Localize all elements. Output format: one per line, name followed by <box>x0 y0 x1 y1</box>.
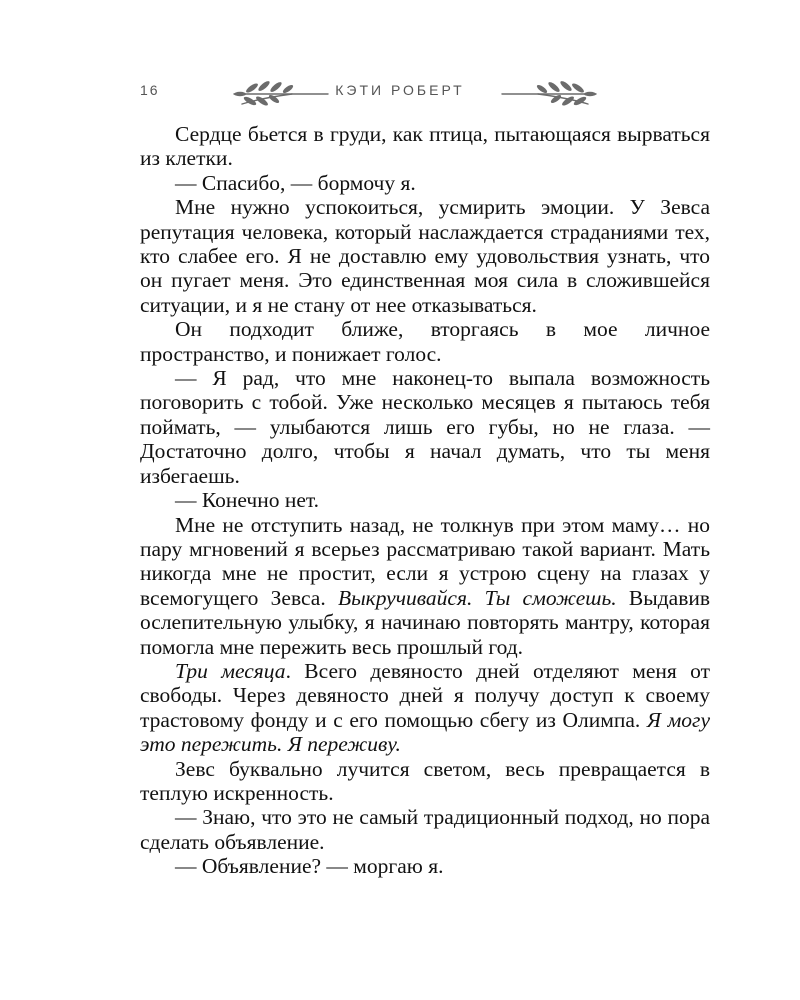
text-run: Выдавив ослепительную улыбку, я начинаю повторять мантру, которая помогла мне пережить весь прошлый год. <box>140 585 711 659</box>
text-run: — Конечно нет. <box>175 488 320 513</box>
paragraph <box>140 171 710 195</box>
paragraph <box>140 659 710 757</box>
text-run: — Я рад, что мне наконец-то выпала возможность поговорить с тобой. Уже несколько месяцев я пытаюсь тебя поймать, — улыбаются лишь его губы, но не глаза. — Достаточно долго, чтобы я начал думать, что ты меня избегаешь. <box>140 366 710 488</box>
paragraph <box>140 854 710 878</box>
olive-branch-icon <box>500 74 598 110</box>
text-run: . Всего девяносто дней отделяют меня от свободы. Через девяносто дней я получу доступ к своему трастовому фонду и с его помощью сбегу из Олимпа. <box>140 658 710 732</box>
paragraph <box>140 122 710 171</box>
text-run: Зевс буквально лучится светом, весь превращается в теплую искренность. <box>140 756 710 805</box>
paragraph <box>140 513 710 659</box>
italic-run: Три месяца <box>175 658 286 683</box>
text-run: — Спасибо, — бормочу я. <box>175 170 416 195</box>
page-number: 16 <box>140 82 160 98</box>
paragraph <box>140 757 710 806</box>
text-run: Мне нужно успокоиться, усмирить эмоции. У Зевса репутация человека, который наслаждается страданиями тех, кто слабее его. Я не доставлю ему удовольствия узнать, что он пугает меня. Это единственная моя сила в сложившейся ситуации, и я не стану от нее отказываться. <box>140 195 710 317</box>
text-run: Мне не отступить назад, не толкнув при этом маму… но пару мгновений я всерьез рассматриваю такой вариант. Мать никогда мне не простит, если я устрою сцену на глазах у всемогущего Зевса. <box>140 512 710 610</box>
paragraph <box>140 805 710 854</box>
running-header <box>0 74 800 110</box>
text-run: — Знаю, что это не самый традиционный подход, но пора сделать объявление. <box>140 805 710 854</box>
italic-run: Выкручивайся. Ты сможешь. <box>337 585 617 610</box>
text-run: Он подходит ближе, вторгаясь в мое личное пространство, и понижает голос. <box>140 317 710 366</box>
paragraph <box>140 195 710 317</box>
author-name: КЭТИ РОБЕРТ <box>335 82 465 98</box>
paragraph <box>140 366 710 488</box>
body-text <box>140 122 710 879</box>
text-run: Сердце бьется в груди, как птица, пытающаяся вырваться из клетки. <box>140 122 710 171</box>
italic-run: Я могу это пережить. Я переживу. <box>140 707 710 757</box>
paragraph <box>140 488 710 512</box>
text-run: — Объявление? — моргаю я. <box>175 854 444 879</box>
paragraph <box>140 317 710 366</box>
